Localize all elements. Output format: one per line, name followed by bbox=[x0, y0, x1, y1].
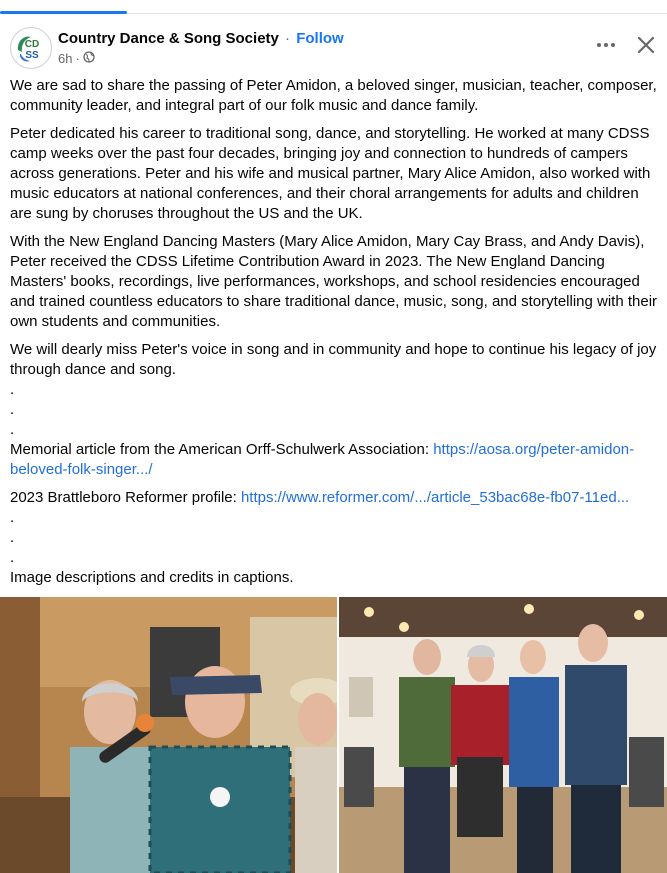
post-paragraph-3: With the New England Dancing Masters (Mary Alice Amidon, Mary Cay Brass, and Andy Davis), Peter received the CDSS Lifetime Contribution Award in 2023. The New England Dancing Masters' books, recordings, live performances, workshops, and school residencies encouraged and trained countless educators to share traditional dance, music, song, and storytelling with their own students and communities. bbox=[10, 233, 658, 330]
dot-line: . bbox=[10, 421, 15, 438]
memorial-link[interactable]: https://aosa.org/peter-amidon-beloved-folk-singer.../ bbox=[10, 441, 635, 478]
post-photos bbox=[0, 597, 667, 873]
logo-text-top: CD bbox=[24, 39, 40, 50]
photo-singers[interactable] bbox=[0, 597, 337, 873]
page-name-link[interactable]: Country Dance & Song Society bbox=[58, 30, 279, 47]
photo-award-group[interactable] bbox=[339, 597, 667, 873]
dot-line: . bbox=[10, 549, 15, 566]
close-icon[interactable] bbox=[634, 33, 658, 57]
loading-progress-bar bbox=[0, 11, 127, 14]
captions-note: Image descriptions and credits in captions. bbox=[10, 569, 294, 586]
post-paragraph-1: We are sad to share the passing of Peter Amidon, a beloved singer, musician, teacher, composer, community leader, and integral part of our folk music and dance family. bbox=[10, 77, 657, 114]
post-header bbox=[10, 27, 660, 71]
reformer-line bbox=[10, 488, 662, 508]
dot-spacer-1 bbox=[10, 380, 662, 440]
memorial-text: Memorial article from the American Orff-Schulwerk Association: bbox=[10, 441, 434, 458]
more-options-icon[interactable] bbox=[594, 33, 618, 57]
dot-line: . bbox=[10, 509, 15, 526]
post-meta bbox=[58, 51, 95, 66]
dot-line: . bbox=[10, 401, 15, 418]
post-body bbox=[10, 76, 662, 588]
name-separator: · bbox=[285, 30, 291, 47]
post-timestamp[interactable]: 6h bbox=[58, 51, 73, 66]
page-avatar[interactable] bbox=[10, 27, 52, 69]
post-paragraph-4: We will dearly miss Peter's voice in song and in community and hope to continue his legacy of joy through dance and song. bbox=[10, 341, 657, 378]
globe-icon bbox=[83, 51, 95, 66]
logo-text-bottom: SS bbox=[25, 50, 39, 61]
reformer-link[interactable]: https://www.reformer.com/.../article_53bac68e-fb07-11ed... bbox=[240, 489, 630, 506]
dot-line: . bbox=[10, 529, 15, 546]
dot-line: . bbox=[10, 381, 15, 398]
memorial-line bbox=[10, 440, 662, 480]
follow-button[interactable]: Follow bbox=[296, 30, 344, 47]
reformer-text: 2023 Brattleboro Reformer profile: bbox=[10, 489, 241, 506]
dot-spacer-2 bbox=[10, 508, 662, 568]
meta-separator: · bbox=[75, 51, 80, 66]
post-author-line bbox=[58, 30, 344, 47]
post-paragraph-2: Peter dedicated his career to traditional song, dance, and storytelling. He worked at many CDSS camp weeks over the past four decades, bringing joy and connection to hundreds of campers across generations. Peter and his wife and musical partner, Mary Alice Amidon, also worked with music educators at national conferences, and their choral arrangements for adults and children are sung by choruses throughout the US and the UK. bbox=[10, 125, 651, 222]
